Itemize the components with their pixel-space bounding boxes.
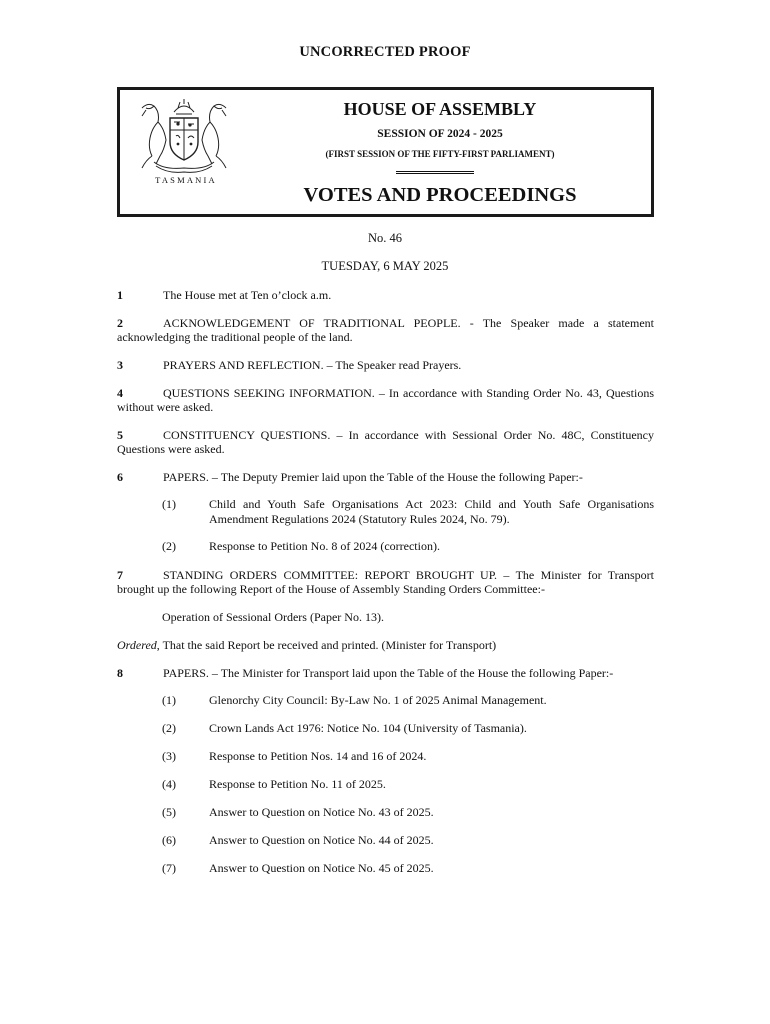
ordered-resolution — [117, 638, 496, 653]
item-text: ACKNOWLEDGEMENT OF TRADITIONAL PEOPLE. - The Speaker made a statement acknowledging the traditional people of the land. — [117, 316, 654, 344]
paper-label: (1) — [162, 693, 176, 707]
item-number: 5 — [117, 428, 123, 442]
sitting-date: TUESDAY, 6 MAY 2025 — [321, 259, 449, 273]
paper-text: Crown Lands Act 1976: Notice No. 104 (University of Tasmania). — [209, 721, 527, 735]
session-heading: SESSION OF 2024 - 2025 — [377, 128, 503, 140]
paper-text: Answer to Question on Notice No. 43 of 2025. — [209, 805, 434, 819]
tasmania-coat-of-arms-icon — [134, 98, 234, 176]
house-of-assembly-heading: HOUSE OF ASSEMBLY — [343, 99, 537, 119]
item-number: 3 — [117, 358, 123, 372]
tasmania-label: TASMANIA — [155, 175, 217, 185]
item-text: QUESTIONS SEEKING INFORMATION. – In accordance with Standing Order No. 43, Questions without were asked. — [117, 386, 654, 414]
paper-entry — [162, 749, 654, 764]
paper-text: Response to Petition Nos. 14 and 16 of 2024. — [209, 749, 427, 763]
item-number: 6 — [117, 470, 123, 484]
item-number: 7 — [117, 568, 123, 582]
item-number: 4 — [117, 386, 123, 400]
paper-text: Glenorchy City Council: By-Law No. 1 of 2025 Animal Management. — [209, 693, 547, 707]
paper-text: Response to Petition No. 8 of 2024 (correction). — [209, 539, 440, 553]
proceeding-item-8 — [117, 666, 654, 680]
paper-entry — [162, 497, 654, 527]
paper-label: (4) — [162, 777, 176, 791]
proceeding-item-3 — [117, 358, 654, 372]
paper-entry — [162, 805, 654, 820]
proceeding-item-5 — [117, 428, 654, 456]
proceeding-item-2 — [117, 316, 654, 344]
votes-and-proceedings-title: VOTES AND PROCEEDINGS — [303, 184, 577, 206]
ordered-text: , That the said Report be received and printed. (Minister for Transport) — [156, 638, 497, 652]
issue-number: No. 46 — [367, 231, 403, 245]
proceeding-item-7 — [117, 568, 654, 596]
paper-text: Answer to Question on Notice No. 45 of 2025. — [209, 861, 434, 875]
paper-label: (2) — [162, 539, 176, 553]
paper-text: Child and Youth Safe Organisations Act 2023: Child and Youth Safe Organisations Amendment Regulations 2024 (Statutory Rules 2024, No. 79). — [209, 497, 654, 526]
paper-label: (3) — [162, 749, 176, 763]
paper-label: (7) — [162, 861, 176, 875]
proceeding-item-1 — [117, 288, 654, 302]
report-title: Operation of Sessional Orders (Paper No. 13). — [162, 610, 384, 624]
proceeding-item-6 — [117, 470, 654, 484]
item-text: The House met at Ten o’clock a.m. — [163, 288, 332, 302]
proceeding-item-4 — [117, 386, 654, 414]
paper-entry — [162, 777, 654, 792]
paper-label: (2) — [162, 721, 176, 735]
double-rule-divider — [396, 171, 474, 174]
item-text: STANDING ORDERS COMMITTEE: REPORT BROUGHT UP. – The Minister for Transport brought up the following Report of the House of Assembly Standing Orders Committee:- — [117, 568, 654, 596]
paper-entry — [162, 833, 654, 848]
item-text: PAPERS. – The Minister for Transport laid upon the Table of the House the following Paper:- — [163, 666, 614, 680]
item-number: 2 — [117, 316, 123, 330]
paper-text: Answer to Question on Notice No. 44 of 2025. — [209, 833, 434, 847]
item-text: CONSTITUENCY QUESTIONS. – In accordance with Sessional Order No. 48C, Constituency Questions were asked. — [117, 428, 654, 456]
paper-entry — [162, 861, 654, 876]
paper-label: (5) — [162, 805, 176, 819]
paper-entry — [162, 539, 654, 554]
paper-entry — [162, 693, 654, 708]
paper-entry — [162, 721, 654, 736]
item-number: 1 — [117, 288, 123, 302]
paper-label: (6) — [162, 833, 176, 847]
item-number: 8 — [117, 666, 123, 680]
paper-text: Response to Petition No. 11 of 2025. — [209, 777, 386, 791]
header-box — [117, 87, 654, 217]
item-text: PAPERS. – The Deputy Premier laid upon the Table of the House the following Paper:- — [163, 470, 583, 484]
proof-title: UNCORRECTED PROOF — [299, 44, 471, 60]
parliament-subheading: (FIRST SESSION OF THE FIFTY-FIRST PARLIAMENT) — [325, 149, 555, 159]
paper-label: (1) — [162, 497, 176, 511]
ordered-word: Ordered — [117, 638, 157, 652]
item-text: PRAYERS AND REFLECTION. – The Speaker read Prayers. — [163, 358, 462, 372]
